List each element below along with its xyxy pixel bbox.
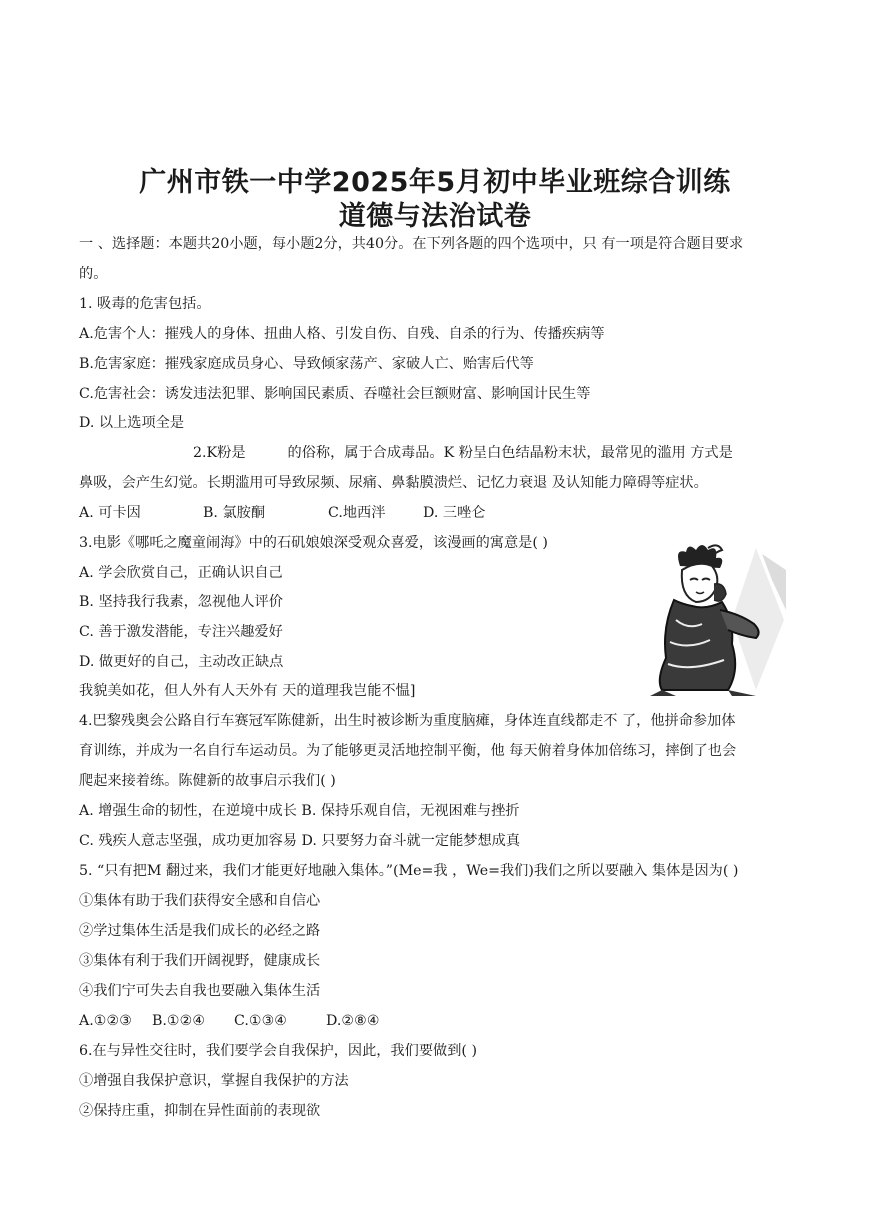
- section-header-line1: 一 、选择题：本题共20小题，每小题2分，共40分。在下列各题的四个选项中，只 有一项是符合题目要求: [79, 236, 744, 252]
- q3-option-d: D. 做更好的自己，主动改正缺点: [79, 654, 284, 670]
- q2-option-a: A. 可卡因: [79, 505, 141, 521]
- q3-option-a: A. 学会欣赏自己，正确认识自己: [79, 565, 283, 581]
- q2-stem-part2: 的俗称，属于合成毒品。K 粉呈白色结晶粉末状，最常见的滥用 方式是: [287, 445, 733, 461]
- q6-item-1: ①增强自我保护意识，掌握自我保护的方法: [79, 1073, 349, 1089]
- q2-option-d: D. 三唑仑: [423, 505, 486, 521]
- q1-option-b: B.危害家庭：摧残家庭成员身心、导致倾家荡产、家破人亡、贻害后代等: [79, 356, 534, 372]
- q5-item-3: ③集体有利于我们开阔视野，健康成长: [79, 953, 321, 969]
- q2-options: [79, 503, 794, 523]
- q2-stem-part1: 2.K粉是: [193, 445, 246, 461]
- q2-option-b: B. 氯胺酮: [203, 505, 266, 521]
- q2-option-c: C.地西泮: [328, 505, 386, 521]
- q1-option-c: C.危害社会：诱发违法犯罪、影响国民素质、吞噬社会巨额财富、影响国计民生等: [79, 386, 591, 402]
- q4-stem-line1: 4.巴黎残奥会公路自行车赛冠军陈健新，出生时被诊断为重度脑瘫，身体连直线都走不 了，他拼命参加体: [79, 713, 736, 729]
- q4-options-ab: A. 增强生命的韧性，在逆境中成长 B. 保持乐观自信，无视困难与挫折: [79, 803, 520, 819]
- q6-item-2: ②保持庄重，抑制在异性面前的表现欲: [79, 1103, 321, 1119]
- exam-subtitle: 道德与法治试卷: [338, 201, 532, 232]
- q3-stem: 3.电影《哪吒之魔童闹海》中的石矶娘娘深受观众喜爱，该漫画的寓意是( ): [79, 535, 548, 551]
- q5-option-d: D.②⑧④: [326, 1013, 380, 1029]
- exam-title: 广州市铁一中学2025年5月初中毕业班综合训练: [139, 167, 731, 198]
- q5-stem: 5. “只有把M 翻过来，我们才能更好地融入集体。”(Me=我 ，We=我们)我们之所以要融入 集体是因为( ): [79, 863, 739, 879]
- q5-item-1: ①集体有助于我们获得安全感和自信心: [79, 893, 321, 909]
- q3-cartoon-caption: 我貌美如花，但人外有人天外有 天的道理我岂能不愠]: [79, 683, 416, 699]
- q6-stem: 6.在与异性交往时，我们要学会自我保护，因此，我们要做到( ): [79, 1043, 477, 1059]
- q4-stem-line3: 爬起来接着练。陈健新的故事启示我们( ): [79, 773, 336, 789]
- q2-stem-line1: [79, 443, 794, 463]
- q5-options: [79, 1011, 794, 1031]
- q4-stem-line2: 育训练，并成为一名自行车运动员。为了能够更灵活地控制平衡，他 每天俯着身体加倍练习，摔倒了也会: [79, 743, 737, 759]
- cartoon-illustration: [636, 540, 786, 698]
- q5-item-4: ④我们宁可失去自我也要融入集体生活: [79, 983, 321, 999]
- q1-stem: 1. 吸毒的危害包括。: [79, 296, 211, 312]
- q2-stem-line2: 鼻吸，会产生幻觉。长期滥用可导致尿频、尿痛、鼻黏膜溃烂、记忆力衰退 及认知能力障碍等症状。: [79, 475, 708, 491]
- q1-option-d: D. 以上选项全是: [79, 415, 185, 431]
- q3-option-c: C. 善于激发潜能，专注兴趣爱好: [79, 624, 283, 640]
- q5-option-b: B.①②④: [152, 1013, 206, 1029]
- q3-option-b: B. 坚持我行我素，忽视他人评价: [79, 594, 283, 610]
- q5-item-2: ②学过集体生活是我们成长的必经之路: [79, 923, 321, 939]
- section-header-line2: 的。: [79, 266, 108, 282]
- q1-option-a: A.危害个人：摧残人的身体、扭曲人格、引发自伤、自残、自杀的行为、传播疾病等: [79, 326, 605, 342]
- q4-options-cd: C. 残疾人意志坚强，成功更加容易 D. 只要努力奋斗就一定能梦想成真: [79, 833, 521, 849]
- q5-option-c: C.①③④: [234, 1013, 288, 1029]
- q5-option-a: A.①②③: [79, 1013, 132, 1029]
